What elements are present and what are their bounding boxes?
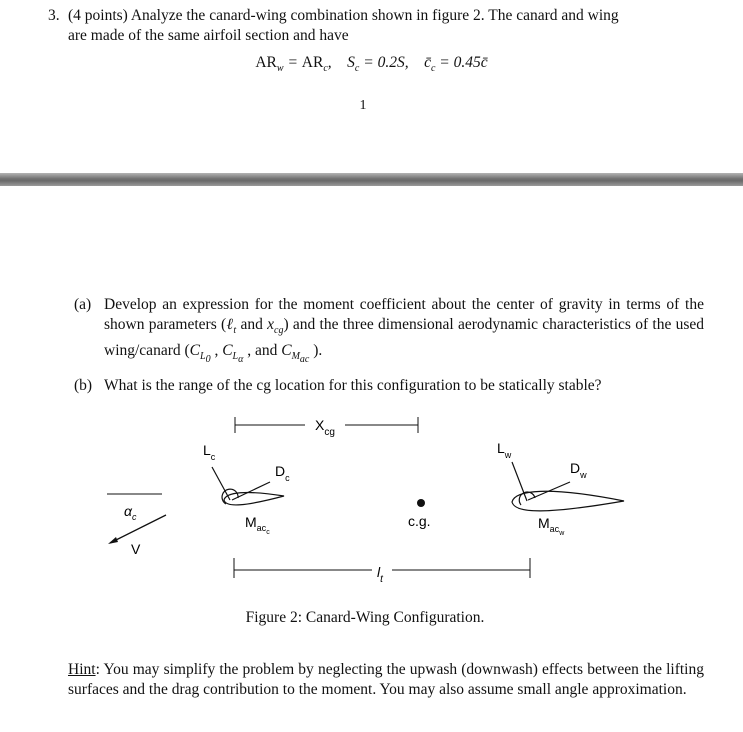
velocity-arrow — [110, 515, 166, 543]
question-intro-line2: are made of the same airfoil section and have — [68, 27, 349, 44]
v-label: V — [131, 541, 141, 557]
lc-label: $L_c$ — [203, 442, 216, 462]
velocity-arrowhead — [108, 537, 118, 544]
hint-paragraph — [68, 660, 704, 700]
question-intro-line1: (4 points) Analyze the canard-wing combination shown in figure 2. The canard and wing — [68, 7, 619, 24]
mac-c-label: $M_{acc}$ — [245, 514, 270, 536]
dc-label: $D_c$ — [275, 463, 290, 483]
hint-text: : You may simplify the problem by neglecting the upwash (downwash) effects between the lifting surfaces and the drag contribution to the moment. You may also assume small angle approximation. — [68, 661, 704, 698]
cg-label: c.g. — [408, 513, 431, 529]
canard-lift-vector — [212, 467, 230, 500]
xcg-label: $X_{cg}$ — [315, 417, 335, 438]
part-b-text: What is the range of the cg location for this configuration to be statically stable? — [104, 377, 602, 395]
part-a-label: (a) — [74, 296, 92, 313]
wing-airfoil — [512, 491, 624, 511]
question-number: 3. — [48, 7, 60, 24]
cg-marker — [417, 499, 425, 507]
alpha-c-label: $\alpha_c$ — [124, 503, 137, 522]
part-a: (a) Develop an expression for the moment coefficient about the center of gravity in terms of the shown parameters (ℓ$_t$ and $x_{cg}$) and the three dimensional aerodynamic characteristics of the used wing/canard ($C_{L_0}$ , $C_{L_\alpha}$ , and $C_{M_{ac}}$ ). — [74, 296, 704, 366]
part-b-label: (b) — [74, 377, 93, 395]
given-equation: $AR_w = AR_c$, $S_c = 0.2S$, $c̄_c$ = 0.45c̄ — [255, 54, 488, 75]
lt-label: $l_t$ — [377, 564, 383, 585]
lw-label: $L_w$ — [497, 440, 512, 460]
page-number: 1 — [359, 98, 367, 113]
figure-caption: Figure 2: Canard-Wing Configuration. — [245, 609, 485, 626]
canard-airfoil — [224, 493, 284, 505]
mac-w-label: $M_{acw}$ — [538, 515, 565, 537]
dw-label: $D_w$ — [570, 460, 587, 480]
hint-label: Hint — [68, 661, 96, 678]
